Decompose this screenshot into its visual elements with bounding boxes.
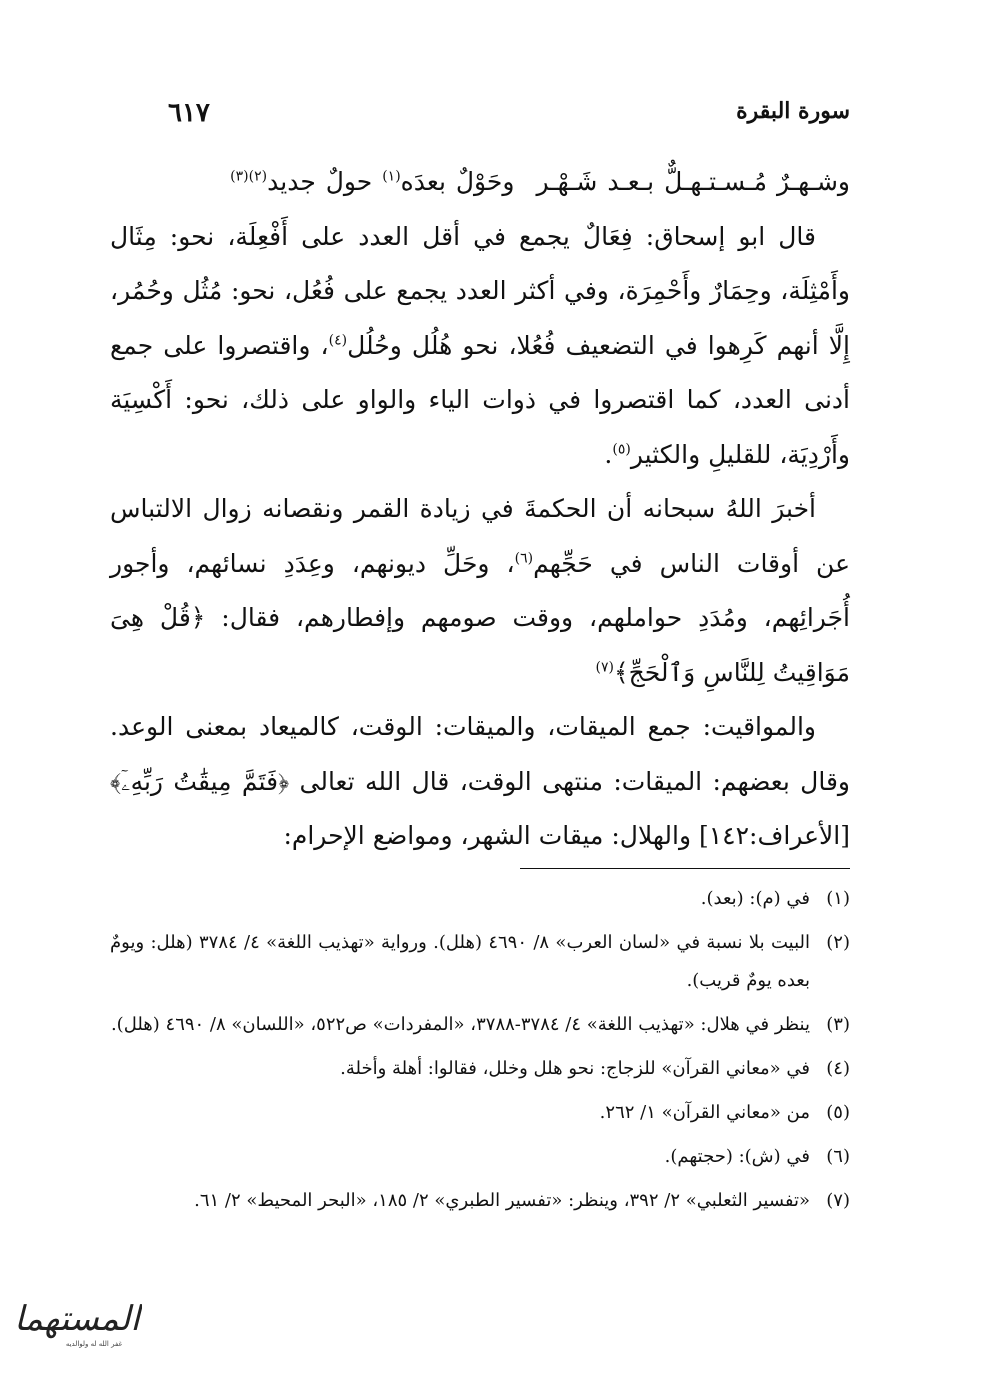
footnotes [110, 880, 850, 1226]
footnote-text: في «معاني القرآن» للزجاج: نحو هلل وخلل، فقالوا: أهلة وأخلة. [340, 1058, 810, 1079]
footnote-number: (١) [826, 888, 850, 909]
main-text [110, 155, 850, 864]
footnote [110, 1182, 850, 1220]
paragraph-3-text-b: [الأعراف:١٤٢] والهلال: ميقات الشهر، ومواضع الإحرام: [283, 821, 850, 850]
footnote [110, 1094, 850, 1132]
surah-title: سورة البقرة [736, 98, 850, 124]
footnote-text: ينظر في هلال: «تهذيب اللغة» ٤/ ٣٧٨٤-٣٧٨٨، «المفردات» ص٥٢٢، «اللسان» ٨/ ٤٦٩٠ (هلل). [110, 1014, 810, 1035]
paragraph-1-text-c: . [604, 439, 613, 469]
footnote [110, 1050, 850, 1088]
footnote [110, 1138, 850, 1176]
svg-text:غفر الله له ولوالديه: غفر الله له ولوالديه [65, 1340, 123, 1348]
paragraph-1-text-a: قال ابو إسحاق: فِعَالٌ يجمع في أقل العدد على أَفْعِلَة، نحو: مِثَال وأَمْثِلَة، وحِمَارٌ وأَحْمِرَة، وفي أكثر العدد يجمع على فُعُل، نحو: مُثُل وحُمُر، إِلَّا أنهم كَرِهوا في التضعيف فُعُلا، نحو هُلُل وحُلُل [110, 221, 850, 360]
paragraph-2-text-a: أخبرَ اللهُ سبحانه أن الحكمةَ في زيادة القمر ونقصانه زوال الالتباس عن أوقات الناس في حَجِّهم [110, 494, 850, 578]
page-header [168, 98, 850, 138]
footnote [110, 880, 850, 918]
footnote-text: في (ش): (حجتهم). [664, 1146, 810, 1167]
paragraph-2 [110, 482, 850, 700]
footnote-ref-5: (٥) [612, 441, 631, 458]
footnote [110, 924, 850, 1000]
quran-quote-1: ﴿قُلْ هِىَ مَوَاقِيتُ لِلنَّاسِ وَٱلْحَجِّ﴾ [110, 603, 850, 687]
first-hemistich: وشـهـرٌ مُـسـتـهـلٌّ بـعـد شَـهْـر [536, 167, 850, 196]
footnote-ref-4: (٤) [328, 332, 348, 349]
poetry-verse [110, 155, 850, 210]
paragraph-1 [110, 210, 850, 483]
footnote-text: «تفسير الثعلبي» ٢/ ٣٩٢، وينظر: «تفسير الطبري» ٢/ ١٨٥، «البحر المحيط» ٢/ ٦١. [194, 1190, 810, 1211]
footnote-number: (٣) [826, 1014, 850, 1035]
paragraph-1-text-b: ، واقتصروا على جمع أدنى العدد، كما اقتصروا في ذوات الياء والواو على ذلك، نحو: أَكْسِيَة وأَرْدِيَة، للقليلِ والكثير [110, 330, 850, 469]
footnote-text: البيت بلا نسبة في «لسان العرب» ٨/ ٤٦٩٠ (هلل). ورواية «تهذيب اللغة» ٤/ ٣٧٨٤ (هلل: ويومٌ بعده يومٌ قريب). [110, 932, 810, 991]
footnote-ref-6: (٦) [514, 550, 534, 567]
footnote-separator [520, 868, 850, 869]
footnote-text: في (م): (بعد). [700, 888, 810, 909]
second-hemistich-b: حولٌ جديد [267, 167, 383, 196]
page-number: ٦١٧ [168, 98, 210, 128]
footnote-number: (٧) [826, 1190, 850, 1211]
footnote-text: من «معاني القرآن» ١/ ٢٦٢. [599, 1102, 810, 1123]
footnote-number: (٢) [826, 932, 850, 953]
footnote-ref-2-3: (٢)(٣) [230, 168, 268, 185]
footnote-ref-1: (١) [382, 168, 401, 185]
footnote-number: (٦) [826, 1146, 850, 1167]
footnote-ref-7: (٧) [595, 659, 614, 676]
footnote-number: (٥) [826, 1102, 850, 1123]
footnote-number: (٤) [826, 1058, 850, 1079]
quran-quote-2: ﴿فَتَمَّ مِيقَٰتُ رَبِّهِۦٓ﴾ [110, 766, 290, 796]
svg-text:المستهما: المستهما [14, 1299, 140, 1339]
paragraph-3-text-a: والمواقيت: جمع الميقات، والميقات: الوقت، كالميعاد بمعنى الوعد. وقال بعضهم: الميقات: منتهى الوقت، قال الله تعالى [110, 712, 850, 796]
paragraph-3 [110, 700, 850, 864]
second-hemistich-a: وحَوْلٌ بعدَه [400, 167, 515, 196]
library-stamp-logo [12, 1290, 142, 1354]
footnote [110, 1006, 850, 1044]
paragraph-2-text-b: ، وحَلِّ ديونهم، وعِدَدِ نسائهم، وأجور أُجَرائِهم، ومُدَدِ حواملهم، ووقت صومهم وإفطارهم، فقال: [110, 548, 851, 632]
